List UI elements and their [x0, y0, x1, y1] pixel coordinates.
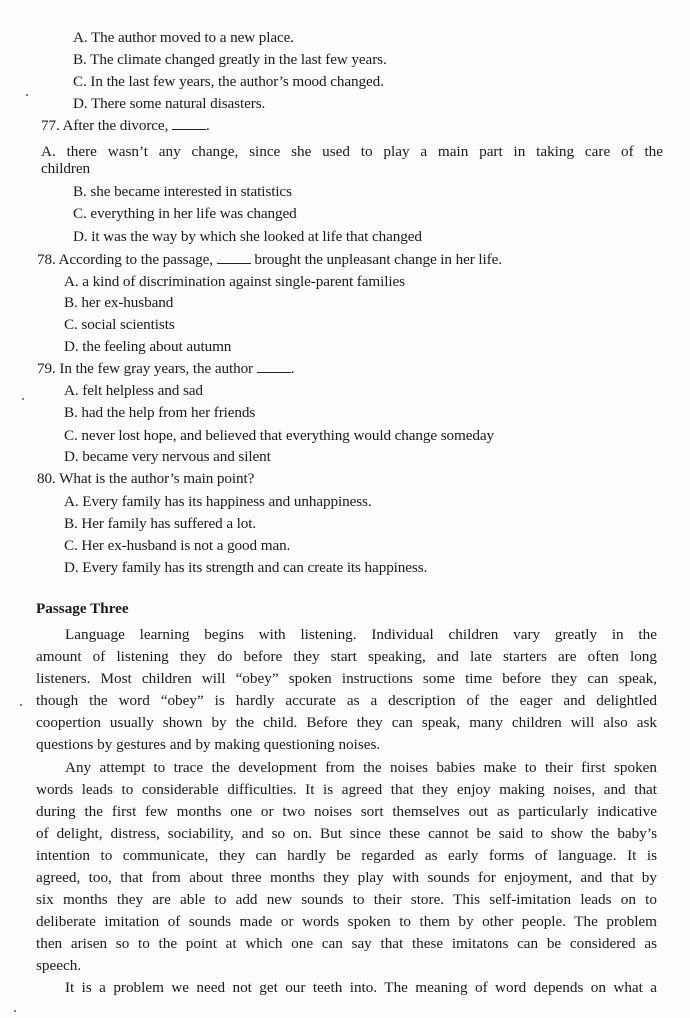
- scan-speck: [20, 704, 22, 706]
- paragraph-1-line: questions by gestures and by making questioning noises.: [36, 736, 381, 753]
- paragraph-1-line: coopertion usually shown by the child. Before they can speak, many children will also ask: [36, 714, 657, 731]
- q78-option-d: D. the feeling about autumn: [64, 338, 232, 355]
- q76-option-a: A. The author moved to a new place.: [73, 29, 295, 46]
- paragraph-1-line: though the word “obey” is hardly accurate as a description of the eager and delightled: [36, 692, 657, 709]
- q78-stem: [37, 249, 502, 271]
- q76-option-b: B. The climate changed greatly in the last few years.: [73, 51, 387, 68]
- q77-option-a-line2: children: [41, 160, 90, 177]
- q76-option-c: C. In the last few years, the author’s mood changed.: [73, 73, 384, 90]
- q77-option-b: B. she became interested in statistics: [73, 183, 292, 200]
- q80-stem: 80. What is the author’s main point?: [37, 470, 255, 487]
- paragraph-2-line: deliberate imitation of sounds made or words spoken to them by other people. The problem: [36, 913, 657, 930]
- q78-stem-text: 78. According to the passage,: [37, 251, 217, 268]
- paragraph-1-line: listeners. Most children will “obey” spoken instructions some time before they can speak,: [36, 670, 657, 687]
- scan-speck: [22, 398, 24, 400]
- q77-stem-end: .: [205, 117, 210, 134]
- q79-option-c: C. never lost hope, and believed that everything would change someday: [64, 427, 495, 444]
- q78-stem-end: brought the unpleasant change in her life.: [250, 251, 502, 268]
- q79-stem-end: .: [290, 360, 295, 377]
- paragraph-2-line: speech.: [36, 957, 82, 974]
- q80-option-c: C. Her ex-husband is not a good man.: [64, 537, 291, 554]
- q78-option-b: B. her ex-husband: [64, 294, 174, 311]
- paragraph-3-line: It is a problem we need not get our teeth into. The meaning of word depends on what a: [65, 979, 657, 996]
- answer-blank: [172, 117, 206, 130]
- paragraph-2-line: six months they are able to add new sounds to their store. This self-imitation leads on to: [36, 891, 657, 908]
- passage-heading: Passage Three: [36, 600, 129, 617]
- q77-option-d: D. it was the way by which she looked at life that changed: [73, 228, 422, 245]
- paragraph-2-line: then arisen so to the point at which one can say that these imitatons can be considered as: [36, 935, 657, 952]
- q79-stem: [37, 358, 294, 380]
- q77-option-c: C. everything in her life was changed: [73, 205, 297, 222]
- paragraph-2-line: during the first few months one or two noises sort themselves out as particularly indicative: [36, 803, 657, 820]
- q80-option-b: B. Her family has suffered a lot.: [64, 515, 257, 532]
- paragraph-1-line: Language learning begins with listening. Individual children vary greatly in the: [65, 626, 657, 643]
- q79-option-d: D. became very nervous and silent: [64, 448, 271, 465]
- paragraph-2-line: words leads to considerable difficulties. It is agreed that they enjoy making noises, and that: [36, 781, 657, 798]
- q77-option-a-line1: A. there wasn’t any change, since she used to play a main part in taking care of the: [41, 143, 663, 160]
- q80-option-d: D. Every family has its strength and can create its happiness.: [64, 559, 428, 576]
- q79-option-a: A. felt helpless and sad: [64, 382, 203, 399]
- q80-option-a: A. Every family has its happiness and unhappiness.: [64, 493, 372, 510]
- scan-speck: [14, 1010, 16, 1012]
- q76-option-d: D. There some natural disasters.: [73, 95, 266, 112]
- answer-blank: [217, 251, 251, 264]
- paragraph-1-line: amount of listening they do before they start speaking, and late starters are often long: [36, 648, 657, 665]
- q77-stem: [41, 115, 210, 137]
- paragraph-2-line: Any attempt to trace the development from the noises babies make to their first spoken: [65, 759, 657, 776]
- q78-option-c: C. social scientists: [64, 316, 175, 333]
- scan-speck: [26, 94, 28, 96]
- q79-option-b: B. had the help from her friends: [64, 404, 256, 421]
- paragraph-2-line: agreed, too, that from about three months they play with sounds for enjoyment, and that by: [36, 869, 657, 886]
- paragraph-2-line: intention to communicate, they can hardly be regarded as early forms of language. It is: [36, 847, 657, 864]
- q78-option-a: A. a kind of discrimination against single-parent families: [64, 273, 405, 290]
- q79-stem-text: 79. In the few gray years, the author: [37, 360, 257, 377]
- paragraph-2-line: of delight, distress, sociability, and so on. But since these cannot be said to show the baby’s: [36, 825, 657, 842]
- answer-blank: [257, 360, 291, 373]
- q77-stem-text: 77. After the divorce,: [41, 117, 172, 134]
